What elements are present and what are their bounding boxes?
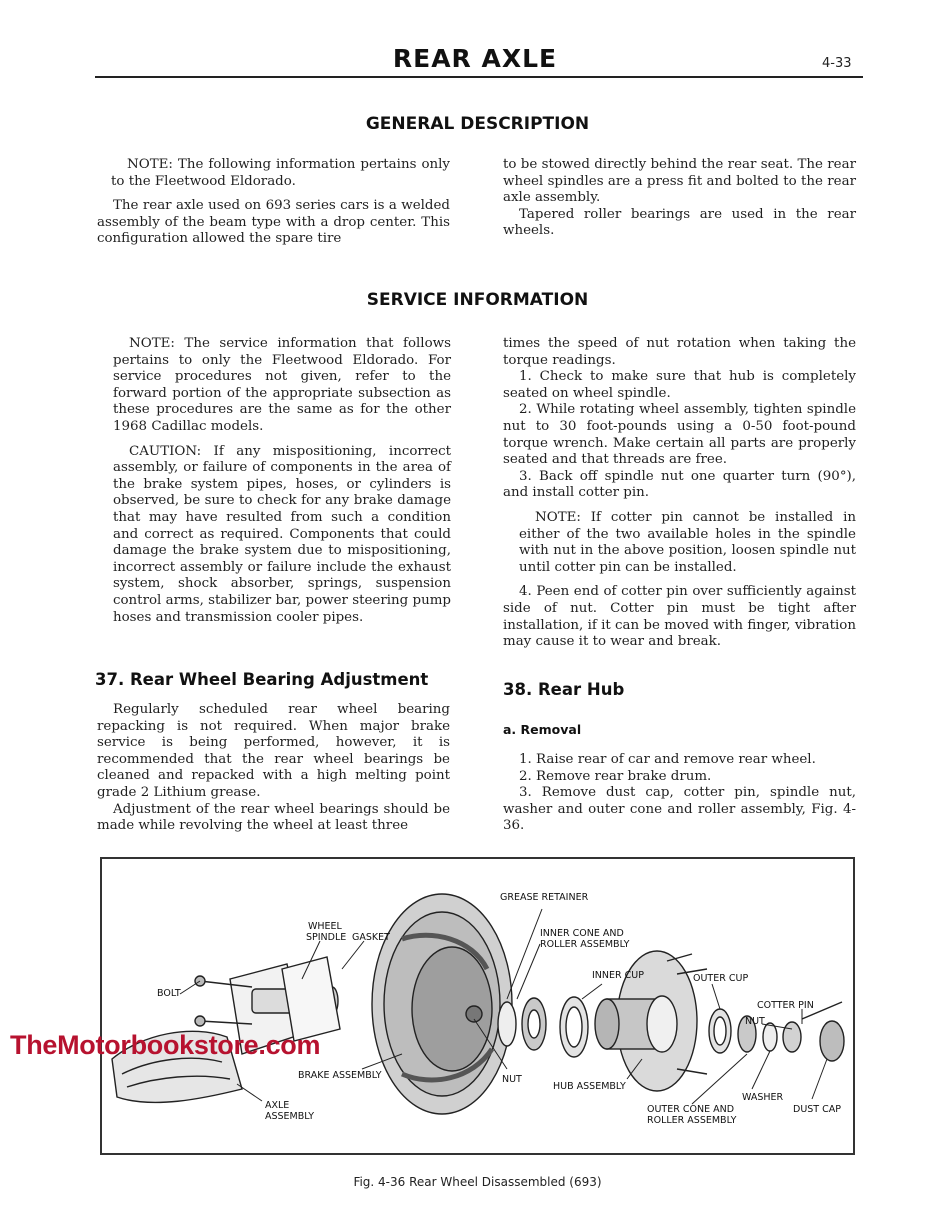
general-paragraph: to be stowed directly behind the rear seat. The rear wheel spindles are a press fit and bolted to the rear axle assembly. bbox=[503, 157, 856, 206]
header-rule bbox=[95, 76, 863, 78]
section-37-heading: 37. Rear Wheel Bearing Adjustment bbox=[95, 670, 429, 689]
label-nut-right: NUT bbox=[745, 1016, 765, 1027]
general-paragraph: The rear axle used on 693 series cars is a welded assembly of the beam type with a drop center. This configuration allowed the spare tire bbox=[97, 198, 450, 247]
label-dust-cap: DUST CAP bbox=[793, 1104, 841, 1115]
label-outer-cone-line2: ROLLER ASSEMBLY bbox=[647, 1115, 737, 1126]
figure-caption: Fig. 4-36 Rear Wheel Disassembled (693) bbox=[353, 1175, 602, 1189]
label-spindle: SPINDLE bbox=[306, 932, 347, 943]
service-step: 2. While rotating wheel assembly, tighten spindle nut to 30 foot-pounds using a 0-50 foot-pound torque wrench. Make certain all parts are properly seated and that threads are free. bbox=[503, 402, 856, 468]
label-outer-cone-line1: OUTER CONE AND bbox=[647, 1104, 735, 1115]
service-note: NOTE: The service information that follows pertains to only the Fleetwood Eldorado. For service procedures not given, refer to the forward portion of the appropriate subsection as these procedures are the same as for the other 1968 Cadillac models. bbox=[113, 336, 451, 434]
watermark: TheMotorbookstore.com bbox=[10, 1030, 321, 1060]
figure-rear-wheel-disassembled bbox=[100, 857, 855, 1155]
general-left-column bbox=[97, 157, 450, 248]
label-hub-assembly: HUB ASSEMBLY bbox=[553, 1081, 626, 1092]
removal-step: 2. Remove rear brake drum. bbox=[519, 768, 712, 784]
service-paragraph: times the speed of nut rotation when taking the torque readings. bbox=[503, 336, 856, 368]
label-brake-assembly: BRAKE ASSEMBLY bbox=[298, 1070, 382, 1081]
general-paragraph: Tapered roller bearings are used in the rear wheels. bbox=[503, 206, 856, 239]
service-right-column bbox=[503, 336, 856, 651]
service-caution: CAUTION: If any mispositioning, incorrect assembly, or failure of components in the area of the brake system pipes, hoses, or cylinders is observed, be sure to check for any brake damage that may have resulted from such a condition and correct as required. Components that could damage the brake system due to mispositioning, incorrect assembly or failure include the exhaust system, shock absorber, springs, suspension control arms, stabilizer bar, power steering pump hoses and transmission cooler pipes. bbox=[113, 443, 451, 625]
label-outer-cup: OUTER CUP bbox=[693, 973, 749, 984]
section-38-body bbox=[503, 752, 856, 835]
general-description-heading: GENERAL DESCRIPTION bbox=[365, 114, 590, 134]
label-gasket: GASKET bbox=[352, 932, 390, 943]
service-note: NOTE: If cotter pin cannot be installed in either of the two available holes in the spindle with nut in the above position, loosen spindle nut until cotter pin can be installed. bbox=[519, 509, 856, 575]
page-number: 4-33 bbox=[822, 56, 852, 71]
label-nut-center: NUT bbox=[502, 1074, 522, 1085]
label-inner-cup: INNER CUP bbox=[592, 970, 644, 981]
label-axle: AXLE bbox=[265, 1100, 290, 1111]
removal-step: 1. Raise rear of car and remove rear wheel. bbox=[519, 752, 816, 767]
label-bolt: BOLT bbox=[157, 988, 181, 999]
label-grease-retainer: GREASE RETAINER bbox=[500, 892, 589, 903]
service-left-column bbox=[113, 336, 451, 626]
service-step: 3. Back off spindle nut one quarter turn (90°), and install cotter pin. bbox=[503, 468, 856, 501]
label-wheel: WHEEL bbox=[308, 921, 342, 932]
page-title: REAR AXLE bbox=[392, 44, 558, 73]
service-step: 1. Check to make sure that hub is completely seated on wheel spindle. bbox=[503, 369, 856, 401]
label-cotter-pin: COTTER PIN bbox=[757, 1000, 814, 1011]
section-38-heading: 38. Rear Hub bbox=[503, 680, 625, 699]
removal-subheading: a. Removal bbox=[503, 722, 582, 737]
section-37-body bbox=[97, 702, 450, 835]
service-step: 4. Peen end of cotter pin over sufficiently against side of nut. Cotter pin must be tight after installation, if it can be moved with finger, vibration may cause it to wear and break. bbox=[503, 584, 856, 650]
general-note: NOTE: The following information pertains only to the Fleetwood Eldorado. bbox=[111, 157, 450, 189]
rear-wheel-exploded-drawing bbox=[102, 859, 855, 1155]
label-inner-cone-line2: ROLLER ASSEMBLY bbox=[540, 939, 630, 950]
section-37-paragraph: Regularly scheduled rear wheel bearing repacking is not required. When major brake service is being performed, however, it is recommended that the rear wheel bearings be cleaned and repacked with a high melting point grade 2 Lithium grease. bbox=[97, 702, 450, 800]
general-right-column bbox=[503, 157, 856, 240]
service-information-heading: SERVICE INFORMATION bbox=[366, 290, 589, 310]
removal-step: 3. Remove dust cap, cotter pin, spindle nut, washer and outer cone and roller assembly, Fig. 4-36. bbox=[503, 785, 856, 834]
label-assembly: ASSEMBLY bbox=[265, 1111, 315, 1122]
label-inner-cone-line1: INNER CONE AND bbox=[540, 928, 624, 939]
label-washer: WASHER bbox=[742, 1092, 784, 1103]
section-37-paragraph: Adjustment of the rear wheel bearings should be made while revolving the wheel at least three bbox=[97, 801, 450, 834]
